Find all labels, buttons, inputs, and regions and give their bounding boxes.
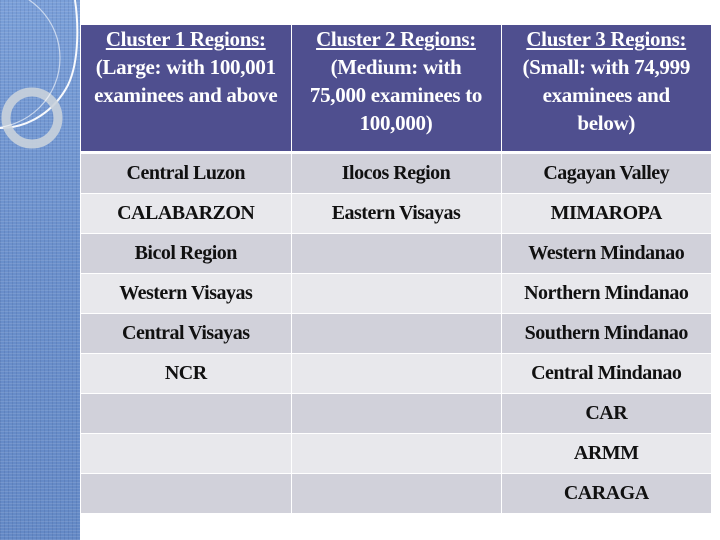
table-cell: Northern Mindanao xyxy=(501,274,711,314)
table-cell: ARMM xyxy=(501,434,711,474)
header-line: Cluster 3 Regions: xyxy=(526,27,687,51)
table-cell: Central Visayas xyxy=(81,314,291,354)
table-cell xyxy=(291,354,501,394)
header-line: below) xyxy=(577,111,636,135)
table-cell xyxy=(81,474,291,514)
header-line: 75,000 examinees to xyxy=(309,83,483,107)
table-cell: Eastern Visayas xyxy=(291,194,501,234)
table-cell: CAR xyxy=(501,394,711,434)
header-cluster-3 xyxy=(501,25,711,153)
header-line: Cluster 2 Regions: xyxy=(316,27,476,51)
table-cell: Southern Mindanao xyxy=(501,314,711,354)
regions-table-container xyxy=(81,25,711,514)
table-row xyxy=(81,474,711,514)
header-line: examinees and xyxy=(542,83,670,107)
table-row xyxy=(81,153,711,194)
table-cell xyxy=(291,314,501,354)
table-cell: Bicol Region xyxy=(81,234,291,274)
header-line: (Large: with 100,001 xyxy=(95,55,276,79)
table-row xyxy=(81,314,711,354)
header-cluster-2 xyxy=(291,25,501,153)
header-line: Cluster 1 Regions: xyxy=(105,27,266,51)
table-row xyxy=(81,394,711,434)
table-cell xyxy=(291,274,501,314)
table-row xyxy=(81,194,711,234)
table-row xyxy=(81,274,711,314)
header-line: examinees and above xyxy=(94,83,278,107)
table-cell: Central Mindanao xyxy=(501,354,711,394)
table-cell: NCR xyxy=(81,354,291,394)
table-cell: Central Luzon xyxy=(81,153,291,194)
table-cell xyxy=(291,234,501,274)
table-cell: Cagayan Valley xyxy=(501,153,711,194)
header-line: (Medium: with xyxy=(330,55,462,79)
table-header-row xyxy=(81,25,711,153)
regions-table xyxy=(81,25,711,514)
table-cell: Western Visayas xyxy=(81,274,291,314)
table-cell: Western Mindanao xyxy=(501,234,711,274)
table-cell xyxy=(81,434,291,474)
header-cluster-1 xyxy=(81,25,291,153)
table-cell: CARAGA xyxy=(501,474,711,514)
table-cell: Ilocos Region xyxy=(291,153,501,194)
table-cell: MIMAROPA xyxy=(501,194,711,234)
table-cell xyxy=(291,474,501,514)
table-row xyxy=(81,354,711,394)
header-line: 100,000) xyxy=(359,111,433,135)
table-row xyxy=(81,434,711,474)
table-cell xyxy=(291,434,501,474)
decorative-sidebar xyxy=(0,0,80,540)
table-cell: CALABARZON xyxy=(81,194,291,234)
table-cell xyxy=(81,394,291,434)
header-line: (Small: with 74,999 xyxy=(522,55,691,79)
table-cell xyxy=(291,394,501,434)
table-row xyxy=(81,234,711,274)
